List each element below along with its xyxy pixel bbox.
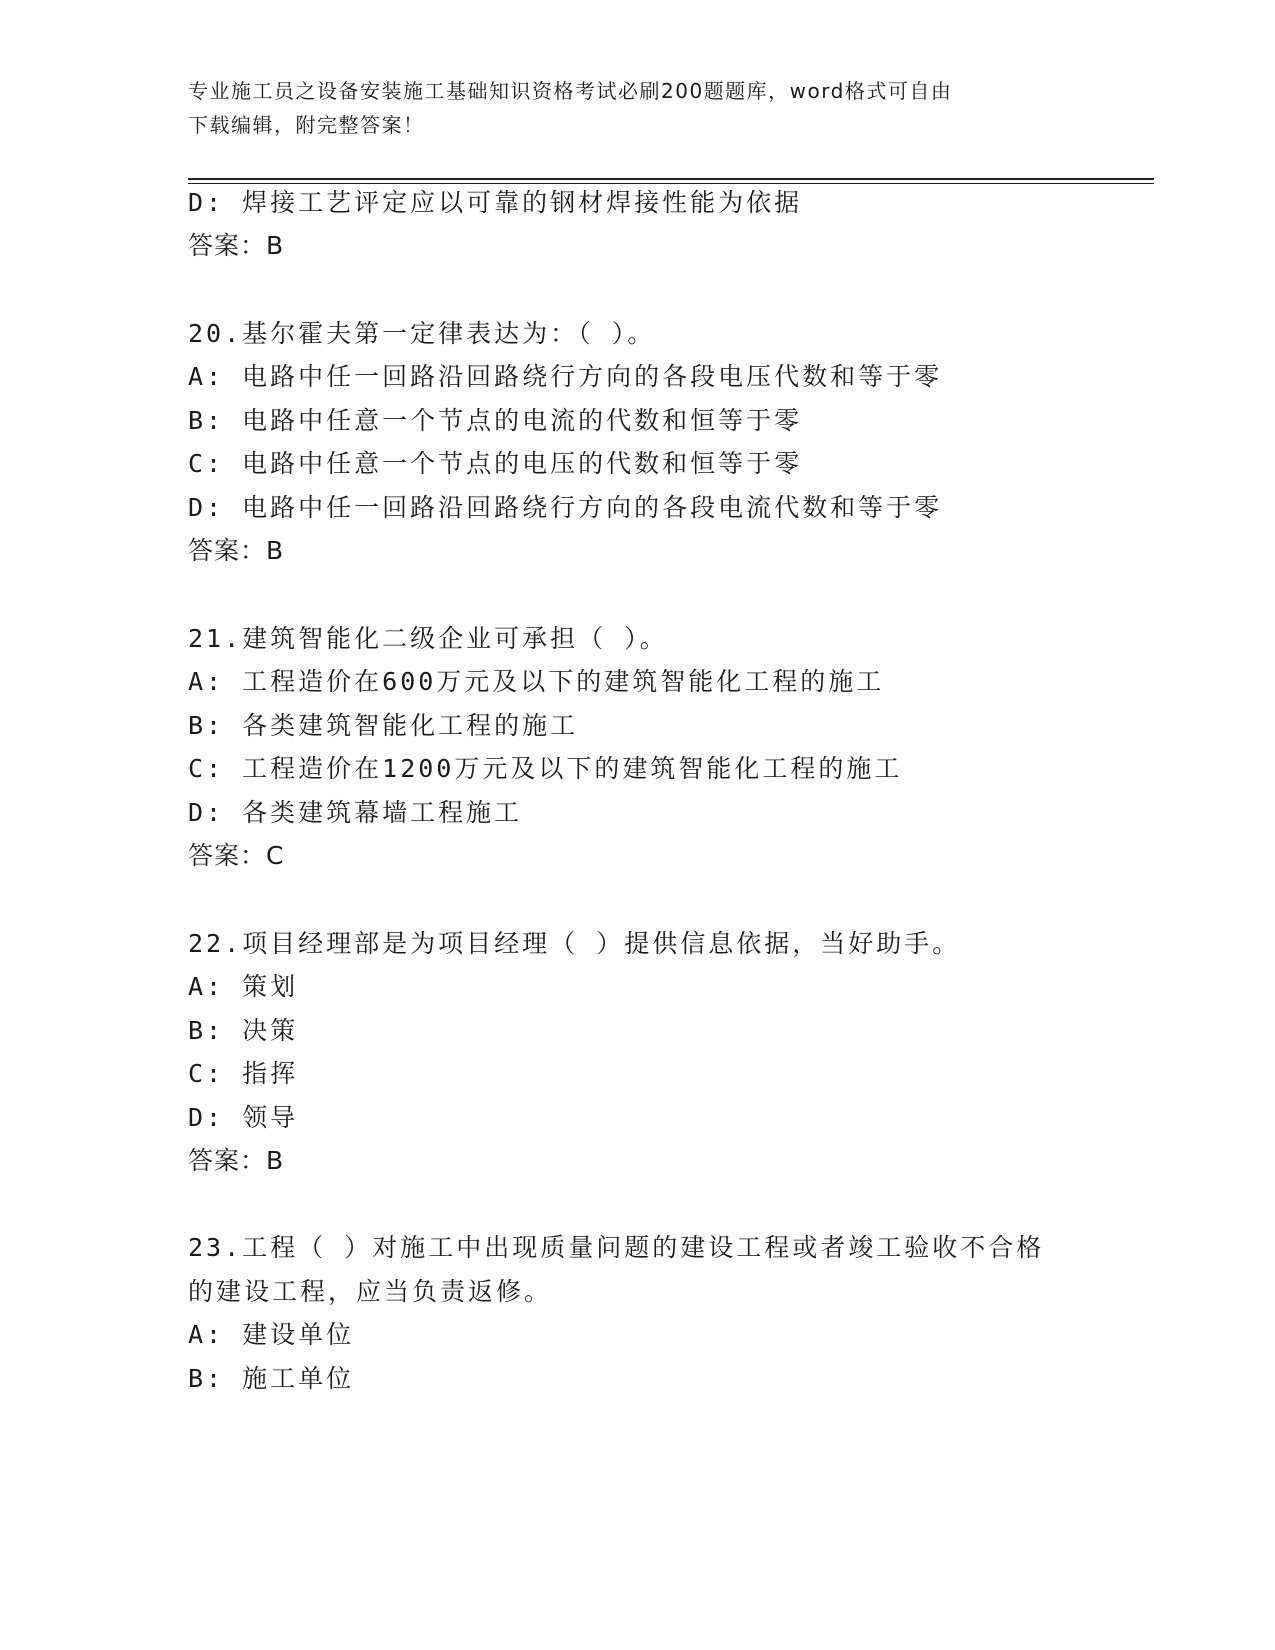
q20-option-d: D: 电路中任一回路沿回路绕行方向的各段电流代数和等于零 <box>188 493 943 522</box>
q20-answer: 答案：B <box>188 536 285 565</box>
q21-option-d: D: 各类建筑幕墙工程施工 <box>188 798 523 827</box>
q23-stem-line-1: 23.工程（ ）对施工中出现质量问题的建设工程或者竣工验收不合格 <box>188 1233 1045 1262</box>
q22-option-b: B: 决策 <box>188 1016 299 1045</box>
q23-stem-line-2: 的建设工程，应当负责返修。 <box>188 1277 553 1306</box>
header-title-line-2: 下载编辑，附完整答案！ <box>188 113 425 137</box>
q23-option-b: B: 施工单位 <box>188 1364 355 1393</box>
header-divider-thin <box>188 183 1154 184</box>
q23-option-a: A: 建设单位 <box>188 1320 355 1349</box>
q19-option-d: D: 焊接工艺评定应以可靠的钢材焊接性能为依据 <box>188 188 803 217</box>
q21-answer: 答案：C <box>188 841 285 870</box>
header-divider-thick <box>188 178 1154 180</box>
document-header <box>188 74 1068 142</box>
q22-answer: 答案：B <box>188 1146 285 1175</box>
q22-stem: 22.项目经理部是为项目经理（ ）提供信息依据，当好助手。 <box>188 929 961 958</box>
q21-option-a: A: 工程造价在600万元及以下的建筑智能化工程的施工 <box>188 667 885 696</box>
header-title-line-1: 专业施工员之设备安装施工基础知识资格考试必刷200题题库，word格式可自由 <box>188 79 953 103</box>
q22-option-a: A: 策划 <box>188 972 299 1001</box>
q22-option-c: C: 指挥 <box>188 1059 299 1088</box>
q22-option-d: D: 领导 <box>188 1103 299 1132</box>
q21-option-c: C: 工程造价在1200万元及以下的建筑智能化工程的施工 <box>188 754 903 783</box>
q20-stem: 20.基尔霍夫第一定律表达为：（ ）。 <box>188 319 656 348</box>
q21-stem: 21.建筑智能化二级企业可承担（ ）。 <box>188 624 668 653</box>
q20-option-a: A: 电路中任一回路沿回路绕行方向的各段电压代数和等于零 <box>188 362 943 391</box>
q20-option-c: C: 电路中任意一个节点的电压的代数和恒等于零 <box>188 449 803 478</box>
q19-answer: 答案：B <box>188 231 285 260</box>
q21-option-b: B: 各类建筑智能化工程的施工 <box>188 711 579 740</box>
q20-option-b: B: 电路中任意一个节点的电流的代数和恒等于零 <box>188 406 803 435</box>
